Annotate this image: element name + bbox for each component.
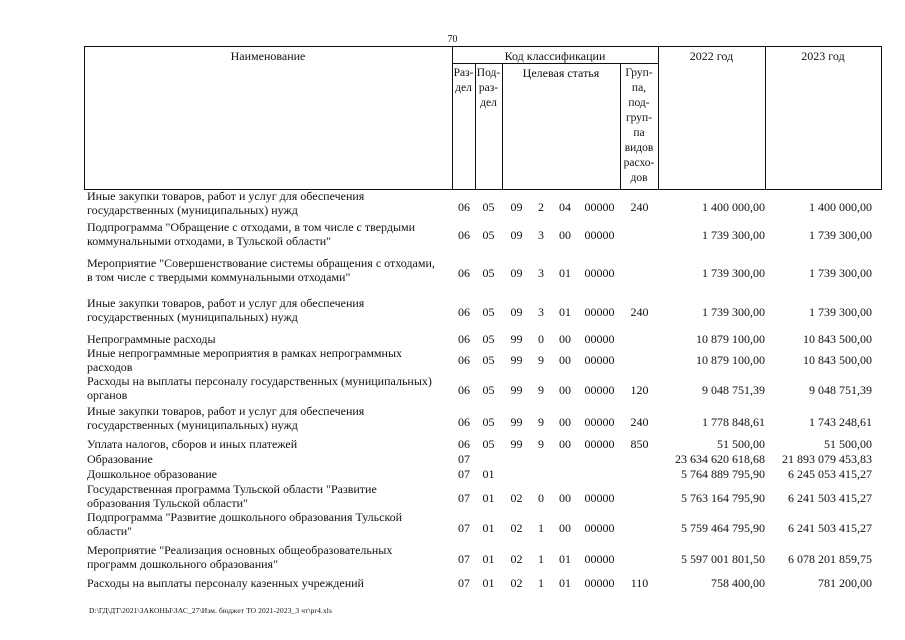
code-pr: 01 — [482, 521, 495, 535]
code-pr: 05 — [482, 305, 495, 319]
row-name — [87, 437, 449, 451]
code-vr: 850 — [630, 437, 649, 451]
row-name-line: Мероприятие "Реализация основных общеобразовательных — [87, 543, 393, 557]
header-name: Наименование — [230, 49, 306, 63]
row-name — [87, 467, 449, 481]
code-pr: 05 — [482, 332, 495, 346]
code-t2: 3 — [538, 228, 544, 242]
row-name-line: Иные непрограммные мероприятия в рамках непрограммных — [87, 346, 403, 360]
code-t4: 00000 — [584, 332, 615, 346]
amount-2022: 23 634 620 618,68 — [675, 452, 765, 466]
code-rz: 06 — [458, 305, 470, 319]
code-t4: 00000 — [584, 200, 615, 214]
code-t2: 9 — [538, 383, 544, 397]
table-row — [84, 574, 882, 592]
code-t2: 1 — [538, 576, 544, 590]
code-vr: 240 — [630, 415, 649, 429]
amount-2022: 1 739 300,00 — [702, 266, 765, 280]
code-t3: 00 — [559, 353, 571, 367]
table-row — [84, 467, 882, 482]
row-name-line: Иные закупки товаров, работ и услуг для обеспечения — [87, 404, 365, 418]
row-name — [87, 452, 449, 466]
code-t2: 1 — [538, 521, 544, 535]
header-group-line: под- — [628, 97, 650, 109]
code-t1: 09 — [510, 266, 523, 280]
amount-2022: 5 764 889 795,90 — [681, 467, 765, 481]
code-rz: 07 — [458, 552, 470, 566]
code-vr: 120 — [630, 383, 649, 397]
amount-2023: 10 843 500,00 — [803, 353, 872, 367]
code-t3: 00 — [559, 228, 571, 242]
code-rz: 07 — [458, 452, 470, 466]
header-razdel-line: Раз- — [453, 67, 474, 79]
table-row — [84, 296, 882, 332]
header-border-left — [84, 47, 85, 189]
code-pr: 05 — [482, 383, 495, 397]
code-rz: 07 — [458, 491, 470, 505]
header-target: Целевая статья — [522, 66, 600, 80]
table-row — [84, 437, 882, 451]
code-t1: 09 — [510, 305, 523, 319]
header-group-line: па — [633, 127, 645, 139]
code-t1: 02 — [510, 491, 523, 505]
table-row — [84, 404, 882, 437]
code-pr: 01 — [482, 576, 495, 590]
code-pr: 05 — [482, 437, 495, 451]
row-name — [87, 220, 449, 248]
code-pr: 05 — [482, 415, 495, 429]
code-t3: 00 — [559, 415, 571, 429]
row-name-line: Подпрограмма "Обращение с отходами, в том числе с твердыми — [87, 220, 416, 234]
code-t1: 99 — [510, 383, 523, 397]
amount-2023: 21 893 079 453,83 — [782, 452, 872, 466]
page-number: 70 — [447, 34, 458, 45]
code-pr: 05 — [482, 266, 495, 280]
code-rz: 06 — [458, 200, 470, 214]
header-divider-codes — [658, 47, 659, 189]
header-year-2023: 2023 год — [801, 49, 845, 63]
code-t3: 04 — [559, 200, 571, 214]
amount-2022: 5 597 001 801,50 — [681, 552, 765, 566]
amount-2023: 6 241 503 415,27 — [788, 521, 872, 535]
code-rz: 07 — [458, 521, 470, 535]
header-border-right — [881, 47, 882, 189]
table-row — [84, 346, 882, 374]
code-t1: 09 — [510, 200, 523, 214]
code-t3: 01 — [559, 576, 571, 590]
code-t2: 2 — [538, 200, 544, 214]
amount-2022: 1 739 300,00 — [702, 305, 765, 319]
row-name-line: Мероприятие "Совершенствование системы обращения с отходами, — [87, 256, 435, 270]
row-name-line: Подпрограмма "Развитие дошкольного образования Тульской — [87, 510, 403, 524]
table-row — [84, 510, 882, 543]
header-divider-years — [765, 47, 766, 189]
amount-2022: 1 739 300,00 — [702, 228, 765, 242]
row-name-line: государственных (муниципальных) нужд — [87, 203, 298, 217]
file-path-footer: D:\ГД\ДТ\2021\ЗАКОНЫ\ЗАС_27\Изм. бюджет ТО 2021-2023_3 чт\pr4.xls — [89, 606, 332, 615]
row-name-line: Расходы на выплаты персоналу государственных (муниципальных) — [87, 374, 432, 388]
header-group-line: дов — [630, 172, 648, 184]
code-t1: 02 — [510, 521, 523, 535]
amount-2023: 1 739 300,00 — [809, 228, 872, 242]
amount-2022: 10 879 100,00 — [696, 353, 765, 367]
header-podrazdel — [475, 66, 502, 111]
code-vr: 110 — [630, 576, 649, 590]
code-pr: 05 — [482, 228, 495, 242]
code-rz: 06 — [458, 228, 470, 242]
table-row — [84, 451, 882, 467]
header-year-2022: 2022 год — [689, 49, 734, 63]
code-t4: 00000 — [584, 521, 615, 535]
code-t4: 00000 — [584, 305, 615, 319]
header-razdel-line: дел — [455, 82, 472, 94]
header-code-group: Код классификации — [504, 49, 606, 63]
row-name-line: Иные закупки товаров, работ и услуг для обеспечения — [87, 296, 365, 310]
code-t2: 9 — [538, 353, 544, 367]
header-group-line: расхо- — [623, 157, 655, 169]
code-pr: 01 — [482, 467, 495, 481]
row-name — [87, 346, 449, 374]
code-t4: 00000 — [584, 552, 615, 566]
code-t3: 00 — [559, 491, 571, 505]
code-t3: 00 — [559, 332, 571, 346]
amount-2023: 9 048 751,39 — [809, 383, 872, 397]
code-t3: 01 — [559, 552, 571, 566]
amount-2022: 758 400,00 — [711, 576, 765, 590]
code-t4: 00000 — [584, 383, 615, 397]
amount-2023: 6 245 053 415,27 — [788, 467, 872, 481]
code-t4: 00000 — [584, 266, 615, 280]
code-t1: 99 — [510, 437, 523, 451]
row-name — [87, 543, 449, 571]
amount-2023: 1 743 248,61 — [809, 415, 872, 429]
amount-2023: 1 739 300,00 — [809, 266, 872, 280]
amount-2022: 9 048 751,39 — [702, 383, 765, 397]
row-name — [87, 510, 449, 538]
code-t3: 00 — [559, 383, 571, 397]
amount-2022: 51 500,00 — [717, 437, 765, 451]
header-group-line: па, — [631, 82, 647, 94]
row-name — [87, 374, 449, 402]
row-name-line: Уплата налогов, сборов и иных платежей — [87, 437, 298, 451]
code-t2: 1 — [538, 552, 544, 566]
code-pr: 01 — [482, 552, 495, 566]
table-row — [84, 189, 882, 220]
code-vr: 240 — [630, 305, 649, 319]
row-name — [87, 576, 449, 590]
row-name-line: Дошкольное образование — [87, 467, 217, 481]
amount-2023: 1 400 000,00 — [809, 200, 872, 214]
row-name-line: Государственная программа Тульской области "Развитие — [87, 482, 377, 496]
code-pr: 05 — [482, 200, 495, 214]
code-t3: 01 — [559, 305, 571, 319]
code-rz: 06 — [458, 437, 470, 451]
code-t2: 0 — [538, 332, 544, 346]
code-rz: 06 — [458, 383, 470, 397]
amount-2023: 1 739 300,00 — [809, 305, 872, 319]
code-t2: 9 — [538, 415, 544, 429]
table-row — [84, 482, 882, 510]
code-t3: 00 — [559, 437, 571, 451]
row-name — [87, 404, 449, 432]
table-row — [84, 220, 882, 256]
code-vr: 240 — [630, 200, 649, 214]
table-row — [84, 543, 882, 574]
header-group — [620, 66, 658, 186]
code-t4: 00000 — [584, 491, 615, 505]
code-t1: 02 — [510, 576, 523, 590]
code-t2: 3 — [538, 305, 544, 319]
code-t4: 00000 — [584, 228, 615, 242]
header-podrazdel-line: дел — [480, 97, 497, 109]
code-pr: 01 — [482, 491, 495, 505]
code-rz: 06 — [458, 266, 470, 280]
row-name-line: государственных (муниципальных) нужд — [87, 310, 298, 324]
code-pr: 05 — [482, 353, 495, 367]
table-body — [84, 189, 882, 592]
row-name-line: Расходы на выплаты персоналу казенных учреждений — [87, 576, 364, 590]
amount-2023: 6 241 503 415,27 — [788, 491, 872, 505]
code-t4: 00000 — [584, 437, 615, 451]
amount-2023: 6 078 201 859,75 — [788, 552, 872, 566]
table-row — [84, 332, 882, 346]
code-t4: 00000 — [584, 353, 615, 367]
header-podrazdel-line: раз- — [478, 82, 499, 94]
row-name-line: программ дошкольного образования" — [87, 557, 278, 571]
row-name-line: Образование — [87, 452, 153, 466]
amount-2022: 10 879 100,00 — [696, 332, 765, 346]
code-rz: 07 — [458, 576, 470, 590]
code-rz: 07 — [458, 467, 470, 481]
row-name — [87, 482, 449, 510]
row-name — [87, 189, 449, 217]
code-t1: 99 — [510, 332, 523, 346]
code-rz: 06 — [458, 415, 470, 429]
row-name-line: Непрограммные расходы — [87, 332, 216, 346]
code-t1: 02 — [510, 552, 523, 566]
row-name — [87, 256, 449, 284]
code-t3: 01 — [559, 266, 571, 280]
code-t2: 9 — [538, 437, 544, 451]
row-name-line: расходов — [87, 360, 133, 374]
amount-2023: 781 200,00 — [818, 576, 872, 590]
table-row — [84, 374, 882, 404]
header-group-line: видов — [624, 142, 654, 154]
table-row — [84, 256, 882, 296]
row-name-line: области" — [87, 524, 133, 538]
row-name-line: образования Тульской области" — [87, 496, 248, 510]
code-t1: 99 — [510, 415, 523, 429]
amount-2022: 1 778 848,61 — [702, 415, 765, 429]
code-t1: 09 — [510, 228, 523, 242]
row-name-line: коммунальными отходами, в Тульской области" — [87, 234, 332, 248]
amount-2022: 5 763 164 795,90 — [681, 491, 765, 505]
table-header — [84, 46, 882, 190]
code-t4: 00000 — [584, 415, 615, 429]
header-group-line: груп- — [625, 112, 653, 124]
header-divider-podrazdel — [502, 64, 503, 189]
code-rz: 06 — [458, 332, 470, 346]
code-t2: 3 — [538, 266, 544, 280]
amount-2023: 51 500,00 — [824, 437, 872, 451]
header-group-line: Груп- — [625, 67, 653, 79]
amount-2022: 5 759 464 795,90 — [681, 521, 765, 535]
row-name-line: государственных (муниципальных) нужд — [87, 418, 298, 432]
row-name-line: в том числе с твердыми коммунальными отходами" — [87, 270, 351, 284]
row-name-line: органов — [87, 388, 128, 402]
code-t1: 99 — [510, 353, 523, 367]
header-podrazdel-line: Под- — [476, 67, 501, 79]
amount-2022: 1 400 000,00 — [702, 200, 765, 214]
row-name-line: Иные закупки товаров, работ и услуг для обеспечения — [87, 189, 365, 203]
code-t2: 0 — [538, 491, 544, 505]
code-t3: 00 — [559, 521, 571, 535]
amount-2023: 10 843 500,00 — [803, 332, 872, 346]
row-name — [87, 332, 449, 346]
code-t4: 00000 — [584, 576, 615, 590]
header-razdel — [452, 66, 475, 96]
code-rz: 06 — [458, 353, 470, 367]
row-name — [87, 296, 449, 324]
